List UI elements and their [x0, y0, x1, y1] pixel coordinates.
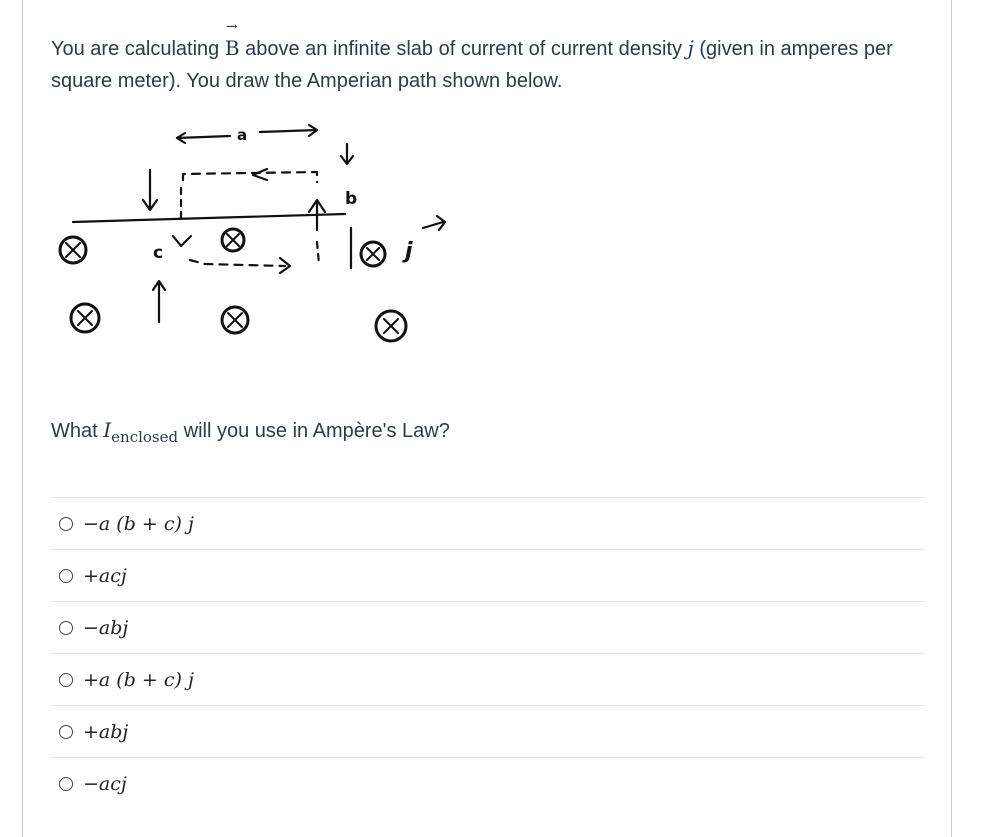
- slab-surface: [73, 214, 345, 222]
- answer-label-2[interactable]: +acj: [83, 564, 127, 587]
- vector-arrow: →: [225, 19, 238, 35]
- b-down-arrow: [341, 144, 353, 164]
- answer-option-1[interactable]: [51, 497, 924, 549]
- i-symbol: I: [103, 418, 112, 442]
- answer-option-5[interactable]: [51, 705, 924, 757]
- answer-option-2[interactable]: [51, 549, 924, 601]
- answer-option-6[interactable]: [51, 757, 924, 809]
- answer-label-5[interactable]: +abj: [83, 720, 129, 743]
- answer-option-4[interactable]: [51, 653, 924, 705]
- vector-letter: B: [224, 36, 240, 60]
- radio-button-4[interactable]: [59, 673, 73, 687]
- amperian-path-figure: [55, 118, 455, 358]
- answer-label-1[interactable]: −a (b + c) j: [83, 512, 194, 535]
- path-left-arrowhead: [173, 236, 191, 246]
- label-j: j: [405, 239, 413, 264]
- path-top-arrow: [253, 169, 267, 180]
- question-part1: You are calculating: [51, 38, 220, 60]
- a-right-arrow-line: [260, 130, 317, 132]
- radio-button-6[interactable]: [59, 777, 73, 791]
- j-vector-arrow: [423, 216, 445, 230]
- question-part2: above an infinite slab of current of current density: [245, 38, 683, 60]
- prompt-after: will you use in Ampère's Law?: [183, 420, 450, 442]
- answer-label-6[interactable]: −acj: [83, 772, 127, 795]
- answer-label-4[interactable]: +a (b + c) j: [83, 668, 194, 691]
- question-part3: (given in amperes per square meter). You draw the Amperian path shown below.: [51, 38, 893, 92]
- prompt-text: [51, 414, 450, 453]
- label-c: c: [153, 243, 164, 263]
- label-a: a: [237, 126, 248, 144]
- answer-option-3[interactable]: [51, 601, 924, 653]
- label-b: b: [345, 189, 358, 209]
- a-left-arrow-line: [177, 136, 230, 138]
- path-top-dashed: [183, 172, 317, 182]
- j-symbol: j: [687, 36, 694, 60]
- prompt-before: What: [51, 420, 98, 442]
- left-down-arrow: [143, 170, 157, 210]
- path-bottom-dashed: [190, 260, 285, 266]
- answer-label-3[interactable]: −abj: [83, 616, 129, 639]
- i-subscript: enclosed: [111, 428, 179, 446]
- radio-button-5[interactable]: [59, 725, 73, 739]
- question-text: [51, 19, 911, 97]
- b-vector-symbol: [224, 19, 240, 64]
- bottom-up-arrow: [153, 281, 165, 322]
- radio-button-2[interactable]: [59, 569, 73, 583]
- answer-list: [51, 497, 924, 809]
- radio-button-1[interactable]: [59, 517, 73, 531]
- radio-button-3[interactable]: [59, 621, 73, 635]
- path-right-dashed: [317, 242, 319, 264]
